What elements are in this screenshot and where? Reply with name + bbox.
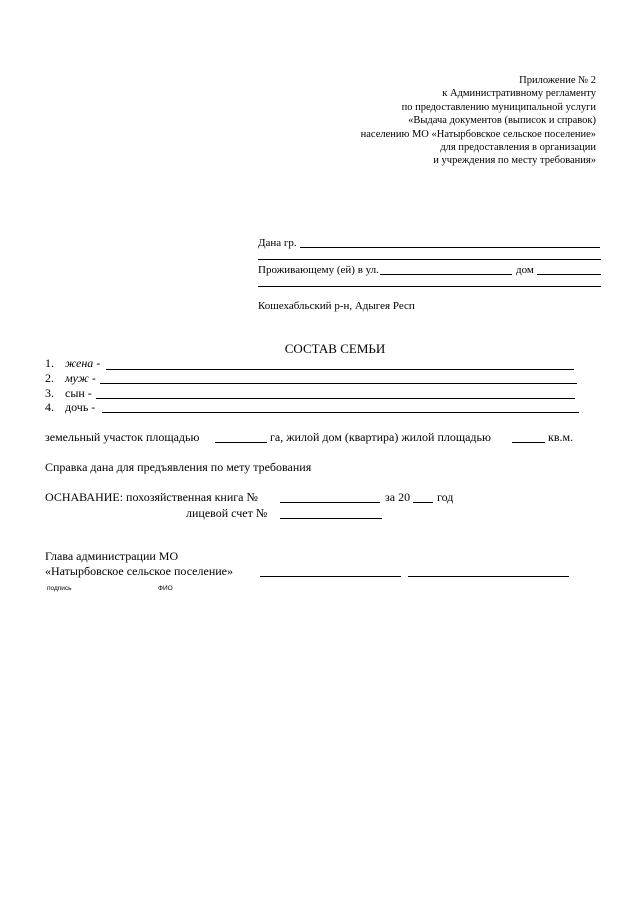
issued-to-field-continued[interactable] <box>258 259 601 260</box>
header-line: к Административному регламенту <box>442 88 596 100</box>
living-area-field[interactable] <box>512 442 545 443</box>
land-area-field[interactable] <box>215 442 267 443</box>
member-field-husband[interactable] <box>100 383 577 384</box>
basis-label: ОСНАВАНИЕ: похозяйственная книга № <box>45 490 258 504</box>
member-number: 4. <box>45 400 54 414</box>
header-line: для предоставления в организации <box>440 142 596 154</box>
appendix-header <box>361 74 596 168</box>
account-number-field[interactable] <box>280 518 382 519</box>
member-label-wife: жена - <box>65 356 101 370</box>
ha-label: га, жилой дом (квартира) жилой площадью <box>270 430 491 444</box>
member-field-son[interactable] <box>96 398 575 399</box>
year-suffix: год <box>437 490 454 504</box>
signature-field[interactable] <box>260 576 401 577</box>
address-text: Кошехабльский р-н, Адыгея Респ <box>258 300 415 312</box>
member-number: 2. <box>45 371 54 385</box>
issued-to-label: Дана гр. <box>258 237 297 249</box>
book-number-field[interactable] <box>280 502 380 503</box>
residing-label: Проживающему (ей) в ул. <box>258 264 379 276</box>
signature-caption: подпись <box>47 585 72 592</box>
member-label-husband: муж - <box>65 371 96 385</box>
full-name-caption: ФИО <box>158 585 173 592</box>
header-line: и учреждения по месту требования» <box>433 155 596 167</box>
sqm-label: кв.м. <box>548 430 574 444</box>
land-label: земельный участок площадью <box>45 430 200 444</box>
member-number: 1. <box>45 356 54 370</box>
house-field[interactable] <box>537 274 601 275</box>
address-field-continued[interactable] <box>258 286 601 287</box>
street-field[interactable] <box>380 274 512 275</box>
member-field-daughter[interactable] <box>102 412 579 413</box>
header-line: Приложение № 2 <box>519 75 596 86</box>
family-title: СОСТАВ СЕМЬИ <box>284 341 386 356</box>
house-label: дом <box>516 264 534 276</box>
signature-title: Глава администрации МО <box>45 549 179 563</box>
member-field-wife[interactable] <box>106 369 574 370</box>
member-label-son: сын - <box>65 386 92 400</box>
header-line: по предоставлению муниципальной услуги <box>401 101 596 113</box>
full-name-field[interactable] <box>408 576 569 577</box>
header-line: «Выдача документов (выписок и справок) <box>408 115 596 127</box>
year-field[interactable] <box>413 502 433 503</box>
purpose-text: Справка дана для предъявления по мету требования <box>45 460 312 474</box>
header-line: населению МО «Натырбовское сельское поселение» <box>360 128 596 140</box>
signature-org: «Натырбовское сельское поселение» <box>45 564 233 578</box>
member-label-daughter: дочь - <box>65 400 96 414</box>
member-number: 3. <box>45 386 54 400</box>
year-prefix: за 20 <box>385 490 411 504</box>
account-label: лицевой счет № <box>186 506 268 520</box>
issued-to-field[interactable] <box>300 247 600 248</box>
